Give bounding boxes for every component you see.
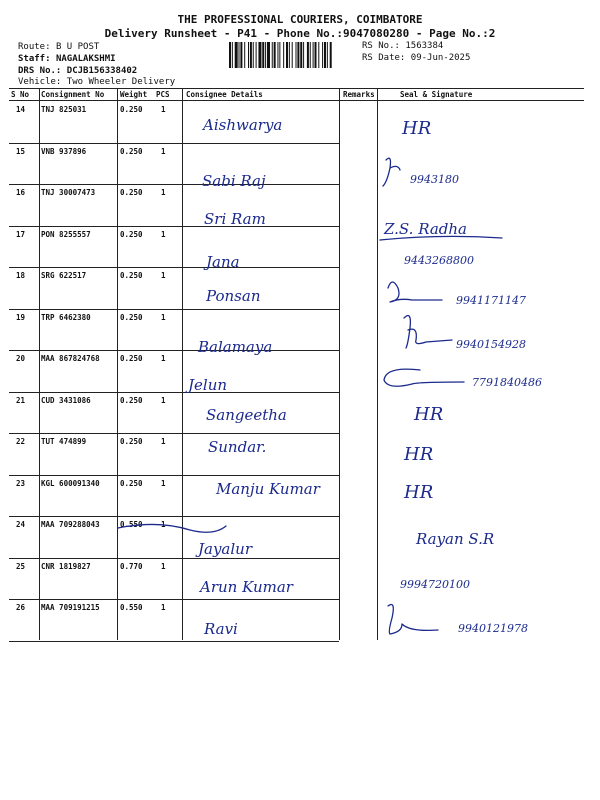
seal-phone: 9443268800 [404, 254, 474, 267]
barcode-bar [265, 42, 266, 68]
row-divider [9, 558, 339, 559]
row-pcs: 1 [161, 105, 166, 114]
barcode-bar [327, 42, 328, 68]
row-pcs: 1 [161, 437, 166, 446]
recipient-signature: Balamaya [198, 338, 273, 356]
row-pcs: 1 [161, 561, 166, 571]
row-weight: 0.250 [120, 354, 143, 363]
row-sno: 19 [16, 312, 26, 322]
barcode-bar [297, 42, 299, 68]
recipient-signature: Jayalur [198, 540, 253, 558]
route-value: B U POST [55, 42, 100, 52]
recipient-signature: Jana [206, 253, 240, 271]
row-weight: 0.250 [120, 271, 143, 280]
row-divider [9, 184, 339, 185]
row-consignment-no: MAA 709191215 [41, 603, 100, 612]
seal-phone: 9940154928 [456, 338, 526, 351]
barcode-bar [330, 42, 332, 68]
row-sno: 20 [16, 354, 26, 363]
row-divider [9, 309, 339, 310]
row-weight: 0.770 [120, 561, 143, 571]
recipient-signature: Jelun [188, 376, 228, 394]
header-seal-signature: Seal & Signature [400, 90, 473, 99]
row-sno: 26 [16, 603, 26, 612]
rs-no-line [362, 41, 443, 51]
barcode-bar [267, 42, 270, 68]
rs-date-value: 09-Jun-2025 [410, 53, 471, 63]
row-divider [9, 392, 339, 393]
row-consignment-no: SRG 622517 [41, 271, 87, 280]
route-line [18, 42, 99, 52]
row-pcs: 1 [161, 354, 166, 363]
barcode-bar [286, 42, 288, 68]
row-pcs: 1 [161, 478, 166, 488]
recipient-signature: Ravi [204, 620, 238, 638]
staff-label: Staff: [18, 54, 51, 64]
row-pcs: 1 [161, 395, 166, 405]
row-consignment-no: KGL 600091340 [41, 478, 100, 488]
row-weight: 0.550 [120, 603, 143, 612]
recipient-signature: Ponsan [206, 287, 261, 305]
row-divider [9, 475, 339, 476]
seal-scribble [388, 605, 438, 635]
row-divider [9, 516, 339, 517]
row-divider [9, 350, 339, 351]
seal-initials: HR [404, 482, 434, 503]
row-weight: 0.250 [120, 437, 143, 446]
row-pcs: 1 [161, 520, 166, 529]
seal-initials: HR [404, 444, 434, 465]
barcode-bar [232, 42, 233, 68]
seal-underline [380, 236, 502, 240]
row-pcs: 1 [161, 603, 166, 612]
barcode-bar [272, 42, 273, 68]
col-divider-consignee [339, 88, 340, 640]
row-consignment-no: TNJ 30007473 [41, 188, 96, 197]
row-sno: 25 [16, 561, 26, 571]
row-pcs: 1 [161, 312, 166, 322]
staff-value: NAGALAKSHMI [55, 54, 116, 64]
seal-phone: 9943180 [410, 173, 459, 186]
barcode-bar [292, 42, 293, 68]
barcode-bar [244, 42, 245, 68]
row-sno: 18 [16, 271, 26, 280]
seal-initials: HR [414, 404, 444, 425]
header-consignment: Consignment No [41, 90, 105, 99]
barcode-bar [240, 42, 242, 68]
seal-signature: Rayan S.R [416, 530, 495, 548]
row-pcs: 1 [161, 271, 166, 280]
barcode-bar [239, 42, 240, 68]
seal-scribble [404, 316, 452, 348]
row-pcs: 1 [161, 229, 166, 239]
seal-phone: 9941171147 [456, 294, 526, 307]
header-sno: S No [11, 90, 30, 99]
drs-value: DCJB156338402 [66, 66, 138, 76]
recipient-signature: Sri Ram [204, 210, 266, 228]
row-sno: 22 [16, 437, 26, 446]
row-sno: 17 [16, 229, 26, 239]
row-sno: 24 [16, 520, 26, 529]
barcode-bar [315, 42, 317, 68]
row-weight: 0.550 [120, 520, 143, 529]
row-sno: 16 [16, 188, 26, 197]
row-pcs: 1 [161, 188, 166, 197]
row-weight: 0.250 [120, 146, 143, 156]
drs-line [18, 66, 137, 76]
recipient-signature: Arun Kumar [200, 578, 293, 596]
row-weight: 0.250 [120, 312, 143, 322]
recipient-signature: Aishwarya [203, 116, 283, 134]
row-consignment-no: TNJ 825031 [41, 105, 87, 114]
row-weight: 0.250 [120, 188, 143, 197]
seal-phone: 7791840486 [472, 376, 542, 389]
recipient-signature: Manju Kumar [216, 480, 320, 498]
row-consignment-no: MAA 709288043 [41, 520, 100, 529]
barcode-bar [310, 42, 311, 68]
header-remarks: Remarks [343, 90, 375, 99]
barcode-bar [253, 42, 254, 68]
runsheet-subtitle: Delivery Runsheet - P41 - Phone No.:9047080280 - Page No.:2 [104, 27, 496, 40]
seal-scribble [388, 282, 442, 302]
barcode-bar [303, 42, 304, 68]
table-top-rule [9, 88, 584, 89]
row-weight: 0.250 [120, 395, 143, 405]
rs-no-value: 1563384 [405, 41, 444, 51]
row-divider [9, 641, 339, 642]
row-consignment-no: PON 8255557 [41, 229, 91, 239]
row-sno: 14 [16, 105, 26, 114]
seal-scribble [384, 369, 464, 386]
barcode-bar [300, 42, 302, 68]
barcode-bar [296, 42, 297, 68]
barcode-bar [324, 42, 326, 68]
barcode-image [229, 42, 357, 68]
barcode-bar [258, 42, 261, 68]
header-pcs: PCS [156, 90, 170, 99]
rs-no-label: RS No.: [362, 41, 400, 51]
header-weight: Weight [120, 90, 148, 99]
row-divider [9, 226, 339, 227]
barcode-bar [283, 42, 284, 68]
vehicle-line [18, 77, 175, 87]
barcode-bar [277, 42, 278, 68]
barcode-bar [318, 42, 319, 68]
barcode-bar [235, 42, 238, 68]
barcode-bar [313, 42, 314, 68]
row-divider [9, 267, 339, 268]
col-divider-remarks [377, 88, 378, 640]
barcode-bar [307, 42, 309, 68]
seal-initials: HR [402, 118, 432, 139]
row-divider [9, 433, 339, 434]
route-label: Route: [18, 42, 51, 52]
row-sno: 21 [16, 395, 26, 405]
row-consignment-no: MAA 867824768 [41, 354, 100, 363]
seal-phone: 9994720100 [400, 578, 470, 591]
recipient-signature: Sangeetha [206, 406, 287, 424]
drs-label: DRS No.: [18, 66, 62, 76]
row-consignment-no: TUT 474899 [41, 437, 87, 446]
seal-scribble [383, 158, 400, 186]
row-sno: 15 [16, 146, 26, 156]
row-consignment-no: CNR 1819827 [41, 561, 91, 571]
barcode-bar [229, 42, 231, 68]
row-pcs: 1 [161, 146, 166, 156]
row-divider [9, 599, 339, 600]
company-title: THE PROFESSIONAL COURIERS, COIMBATORE [177, 13, 423, 26]
barcode-bar [322, 42, 323, 68]
row-consignment-no: CUD 3431086 [41, 395, 91, 405]
row-consignment-no: TRP 6462380 [41, 312, 91, 322]
table-header-rule [9, 100, 584, 101]
seal-signature: Z.S. Radha [384, 220, 467, 238]
barcode-bar [274, 42, 276, 68]
recipient-signature: Sundar. [208, 438, 267, 456]
barcode-bar [256, 42, 257, 68]
row-weight: 0.250 [120, 478, 143, 488]
vehicle-value: Two Wheeler Delivery [66, 77, 176, 87]
row-consignment-no: VNB 937896 [41, 146, 87, 156]
barcode-bar [248, 42, 249, 68]
vehicle-label: Vehicle: [18, 77, 62, 87]
rs-date-line [362, 53, 470, 63]
rs-date-label: RS Date: [362, 53, 406, 63]
row-weight: 0.250 [120, 229, 143, 239]
staff-line [18, 54, 116, 64]
barcode-bar [289, 42, 290, 68]
barcode-bar [250, 42, 252, 68]
barcode-bar [279, 42, 280, 68]
seal-phone: 9940121978 [458, 622, 528, 635]
recipient-signature: Sabi Raj [202, 172, 266, 190]
row-divider [9, 143, 339, 144]
row-weight: 0.250 [120, 105, 143, 114]
header-consignee: Consignee Details [186, 90, 263, 99]
barcode-bar [262, 42, 264, 68]
row-sno: 23 [16, 478, 26, 488]
